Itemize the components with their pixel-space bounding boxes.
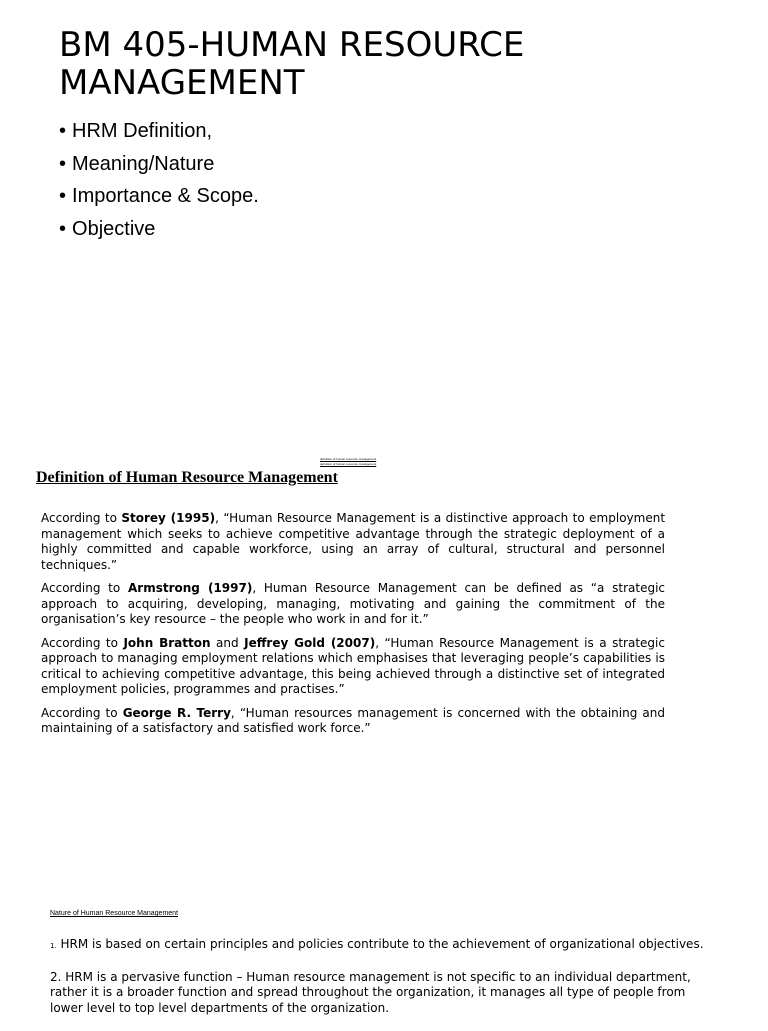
definition-text: , “Human Resource Management is a distinctive approach to employment management which seeks to achieve competitive advantage through the strategic deployment of a highly committed and capable workforce, using an array of cultural, structural and personnel techniques.” bbox=[41, 511, 666, 572]
tiny-link-group bbox=[320, 457, 388, 467]
definition-author: Storey (1995) bbox=[121, 511, 216, 525]
tiny-link[interactable]: definition of human resource management bbox=[320, 457, 377, 461]
definition-author: Armstrong (1997) bbox=[127, 581, 253, 595]
definition-connector: and bbox=[210, 635, 245, 650]
definition-paragraph bbox=[41, 581, 665, 628]
nature-heading: Nature of Human Resource Management bbox=[50, 910, 179, 917]
definitions-section bbox=[41, 511, 665, 745]
tiny-link[interactable]: definition of human resource management bbox=[320, 462, 377, 466]
definition-author: Jeffrey Gold (2007) bbox=[244, 635, 376, 650]
definition-text: , “Human Resource Management is a strategic approach to managing employment relations which emphasises that leveraging people’s capabilities is critical to achieving competitive advantage, this being achieved through a distinctive set of integrated employment policies, programmes and practises.” bbox=[41, 635, 665, 696]
nature-item-number: 2. bbox=[50, 969, 62, 984]
definition-author: John Bratton bbox=[123, 635, 211, 650]
nature-item bbox=[50, 937, 705, 955]
definitions-heading: Definition of Human Resource Management bbox=[36, 469, 338, 486]
definition-text: , “Human resources management is concerned with the obtaining and maintaining of a satisfactory and satisfied work force.” bbox=[41, 705, 665, 735]
page-title: BM 405-HUMAN RESOURCE MANAGEMENT bbox=[59, 25, 525, 103]
nature-item bbox=[50, 970, 705, 1017]
definition-paragraph bbox=[41, 706, 665, 737]
definition-prefix: According to bbox=[41, 581, 128, 595]
bullet-item: • HRM Definition, bbox=[59, 115, 259, 148]
definition-prefix: According to bbox=[41, 635, 124, 650]
nature-item-text: HRM is based on certain principles and policies contribute to the achievement of organizational objectives. bbox=[56, 937, 704, 951]
nature-item-text: HRM is a pervasive function – Human resource management is not specific to an individual department, rather it is a broader function and spread throughout the organization, it manages all type of people from lower level to top level departments of the organization. bbox=[50, 969, 691, 1015]
bullet-item: • Objective bbox=[59, 213, 259, 246]
topic-bullet-list bbox=[59, 115, 259, 245]
nature-item-number: 1. bbox=[50, 942, 57, 950]
definition-text: , Human Resource Management can be defined as “a strategic approach to acquiring, developing, managing, motivating and gaining the commitment of the organisation’s key resource – the people who work in and for it.” bbox=[41, 581, 666, 626]
nature-list bbox=[50, 937, 705, 1031]
definition-paragraph bbox=[41, 511, 665, 573]
definition-prefix: According to bbox=[41, 511, 122, 525]
definition-author: George R. Terry bbox=[122, 705, 231, 720]
bullet-item: • Importance & Scope. bbox=[59, 180, 259, 213]
bullet-item: • Meaning/Nature bbox=[59, 148, 259, 181]
definition-prefix: According to bbox=[41, 705, 123, 720]
definition-paragraph bbox=[41, 636, 665, 698]
